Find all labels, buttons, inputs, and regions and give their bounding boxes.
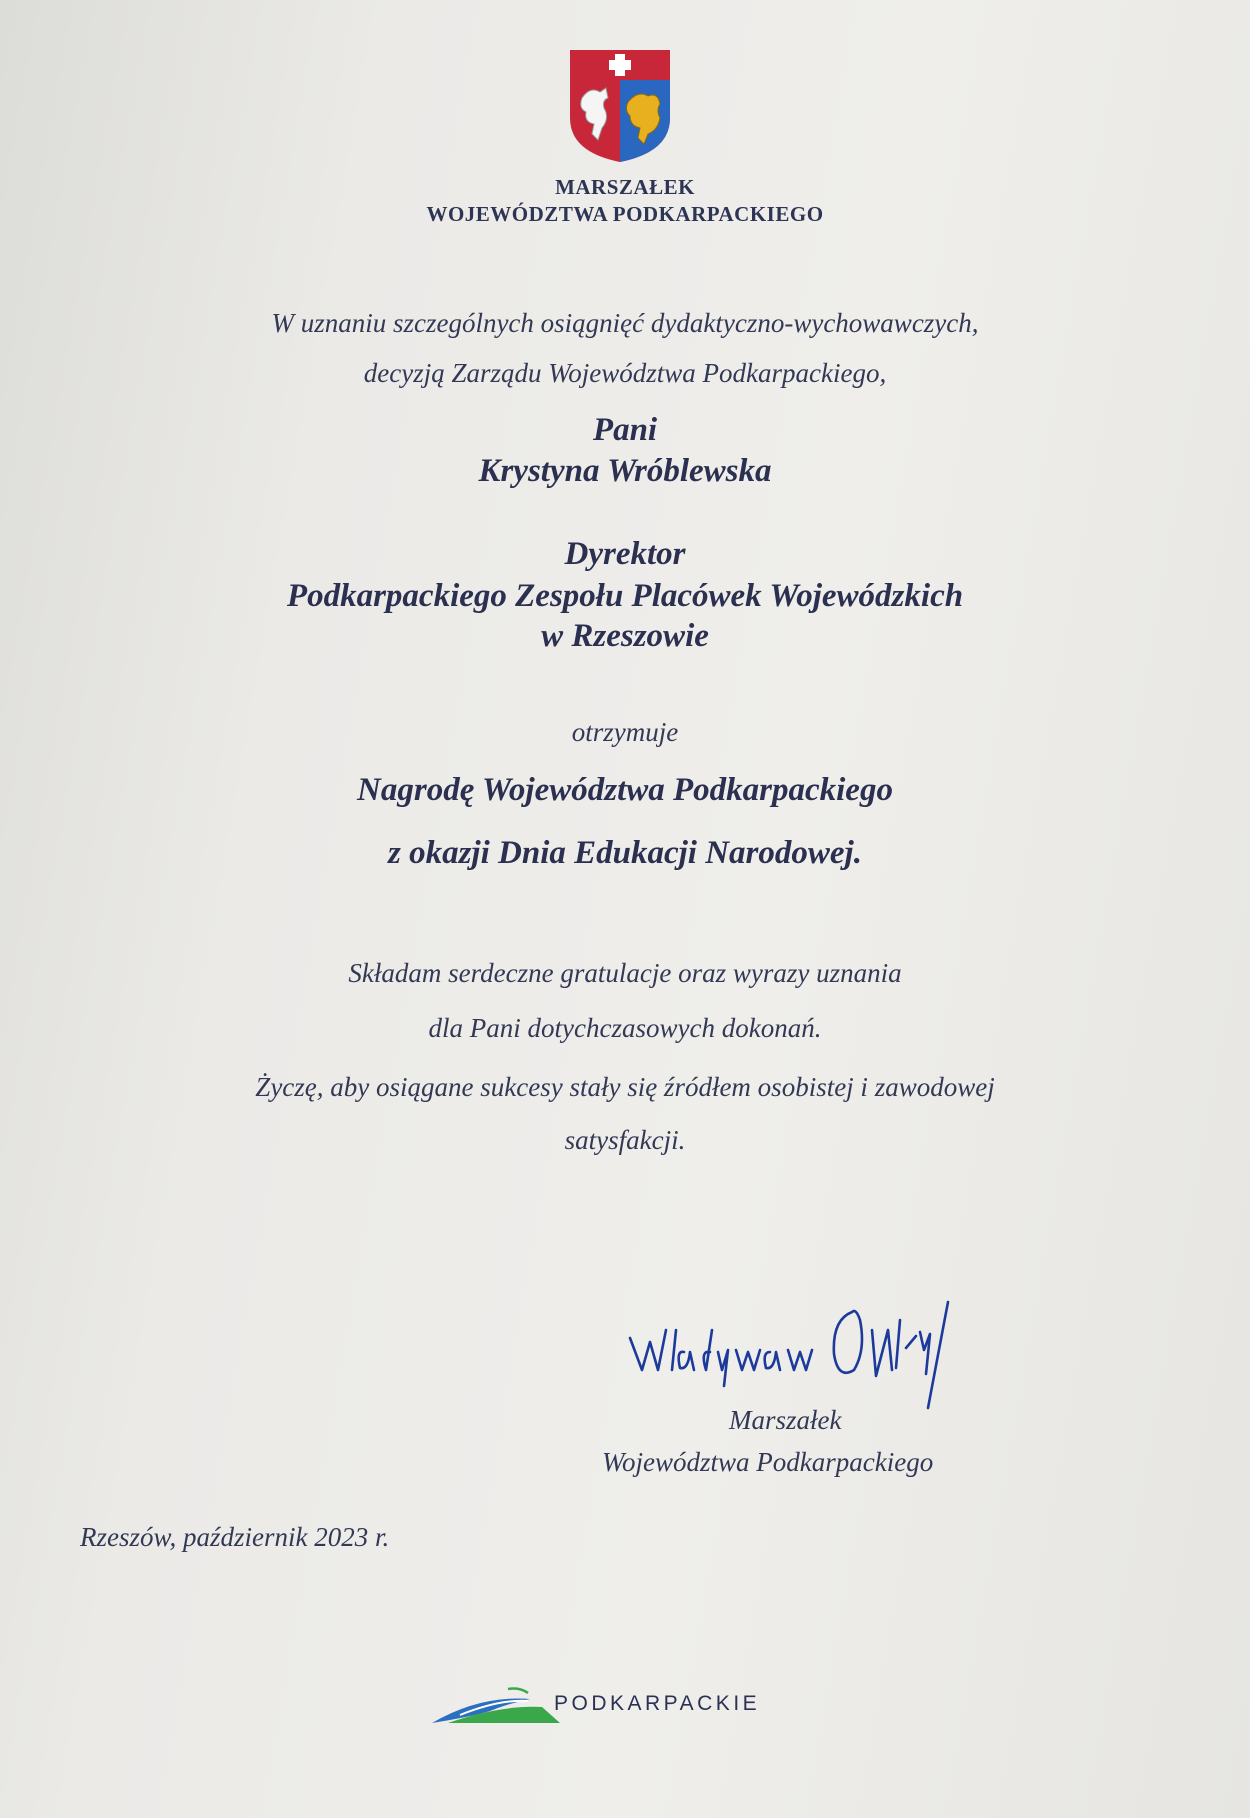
congrats-line-3: Życzę, aby osiągane sukcesy stały się źródłem osobistej i zawodowej (255, 1072, 995, 1102)
issuer-title: MARSZAŁEK (555, 175, 695, 199)
coat-of-arms-icon (568, 48, 672, 164)
award-line-2: z okazji Dnia Edukacji Narodowej. (388, 835, 862, 871)
intro-line-1: W uznaniu szczególnych osiągnięć dydaktyczno-wychowawczych, (271, 308, 979, 338)
congrats-line-2: dla Pani dotychczasowych dokonań. (428, 1013, 822, 1043)
institution-line-1: Podkarpackiego Zespołu Placówek Wojewódzkich (286, 578, 964, 614)
award-line-1: Nagrodę Województwa Podkarpackiego (357, 772, 893, 808)
recipient-name: Krystyna Wróblewska (478, 453, 772, 489)
footer-brand: PODKARPACKIE (554, 1692, 761, 1715)
intro-line-2: decyzją Zarządu Województwa Podkarpackiego, (363, 358, 887, 388)
receives-text: otrzymuje (571, 717, 679, 747)
recipient-position: Dyrektor (564, 536, 686, 572)
institution-line-2: w Rzeszowie (541, 618, 709, 654)
handwritten-signature (620, 1290, 980, 1420)
salutation: Pani (592, 412, 658, 448)
signatory-title-1: Marszałek (729, 1405, 842, 1435)
place-and-date: Rzeszów, październik 2023 r. (80, 1522, 390, 1552)
issuer-subtitle: WOJEWÓDZTWA PODKARPACKIEGO (426, 202, 824, 226)
congrats-line-1: Składam serdeczne gratulacje oraz wyrazy uznania (348, 958, 902, 988)
signatory-title-2: Województwa Podkarpackiego (602, 1447, 934, 1477)
podkarpackie-logo-icon (430, 1685, 570, 1727)
congrats-line-4: satysfakcji. (564, 1125, 686, 1155)
